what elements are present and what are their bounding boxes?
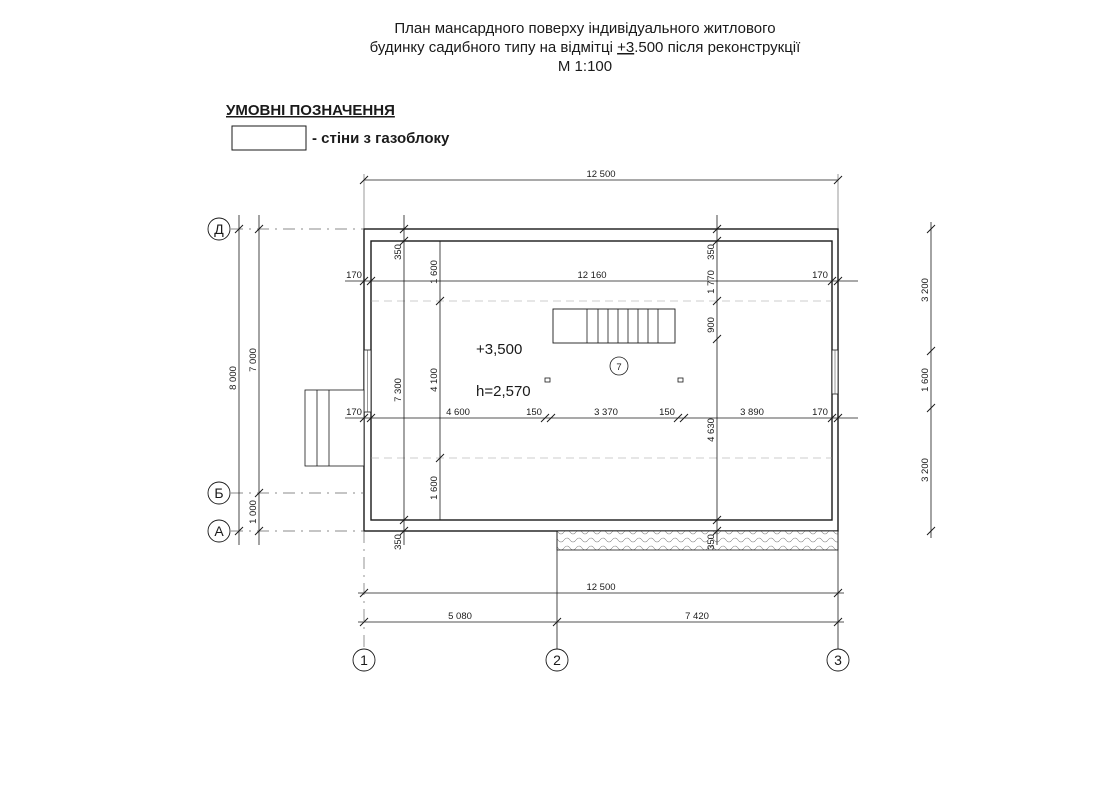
room-level: +3,500 (476, 341, 523, 358)
svg-text:7 420: 7 420 (685, 611, 709, 622)
svg-text:3: 3 (834, 652, 842, 668)
legend-heading: УМОВНІ ПОЗНАЧЕННЯ (226, 102, 395, 119)
legend-walls-label: - стіни з газоблоку (312, 130, 450, 147)
dim-far-right (920, 222, 935, 538)
svg-text:3 200: 3 200 (920, 278, 931, 302)
svg-text:7 000: 7 000 (248, 348, 259, 372)
dim-right-inner-717 (706, 215, 721, 550)
axis-bubble-2 (546, 649, 568, 671)
svg-text:1 600: 1 600 (429, 260, 440, 284)
interior-staircase (553, 309, 675, 343)
dim-left-7000-1000 (248, 215, 263, 545)
svg-text:150: 150 (526, 407, 542, 418)
dim-top-overall (360, 169, 842, 229)
svg-text:12 500: 12 500 (586, 582, 616, 593)
svg-text:170: 170 (346, 270, 362, 281)
svg-text:Д: Д (214, 221, 224, 237)
svg-text:350: 350 (393, 244, 404, 260)
room-number: 7 (616, 362, 622, 373)
axis-bubble-b (208, 482, 230, 504)
svg-text:4 600: 4 600 (446, 407, 470, 418)
legend-wall-swatch (232, 126, 306, 150)
svg-text:4 630: 4 630 (706, 418, 717, 442)
svg-text:170: 170 (346, 407, 362, 418)
dim-left-inner-440 (429, 241, 444, 520)
dim-inner-top-row (345, 270, 858, 285)
svg-text:А: А (214, 523, 224, 539)
svg-text:3 200: 3 200 (920, 458, 931, 482)
external-stair (305, 390, 364, 466)
axis-bubble-3 (827, 649, 849, 671)
title-scale: М 1:100 (557, 58, 613, 75)
title-line-2: будинку садибного типу на відмітці +3.500 після реконструкції (369, 39, 801, 56)
svg-text:170: 170 (812, 407, 828, 418)
dim-mid-row (345, 407, 858, 422)
axis-bubble-1 (353, 649, 375, 671)
svg-text:1: 1 (360, 652, 368, 668)
room-height: h=2,570 (476, 383, 531, 400)
post-2 (678, 378, 683, 382)
svg-text:1 600: 1 600 (920, 368, 931, 392)
dim-left-8000 (228, 215, 243, 545)
svg-text:350: 350 (393, 534, 404, 550)
svg-text:3 890: 3 890 (740, 407, 764, 418)
svg-text:900: 900 (706, 317, 717, 333)
svg-text:2: 2 (553, 652, 561, 668)
svg-text:5 080: 5 080 (448, 611, 472, 622)
svg-text:1 770: 1 770 (706, 270, 717, 294)
svg-text:8 000: 8 000 (228, 366, 239, 390)
svg-text:12 500: 12 500 (586, 169, 616, 180)
dim-left-inner-404 (393, 215, 408, 550)
axis-bubble-d (208, 218, 230, 240)
post-1 (545, 378, 550, 382)
axis-bubble-a (208, 520, 230, 542)
svg-text:170: 170 (812, 270, 828, 281)
svg-text:1 000: 1 000 (248, 500, 259, 524)
svg-text:7 300: 7 300 (393, 378, 404, 402)
svg-text:350: 350 (706, 244, 717, 260)
svg-text:1 600: 1 600 (429, 476, 440, 500)
svg-text:350: 350 (706, 534, 717, 550)
terrace-hatch (557, 531, 838, 550)
dim-bottom-overall (358, 582, 844, 597)
dim-bottom-axes (358, 611, 844, 626)
svg-text:4 100: 4 100 (429, 368, 440, 392)
svg-text:3 370: 3 370 (594, 407, 618, 418)
title-line-1: План мансардного поверху індивідуального житлового (394, 20, 776, 37)
svg-text:150: 150 (659, 407, 675, 418)
svg-text:12 160: 12 160 (577, 270, 607, 281)
svg-text:Б: Б (214, 485, 224, 501)
